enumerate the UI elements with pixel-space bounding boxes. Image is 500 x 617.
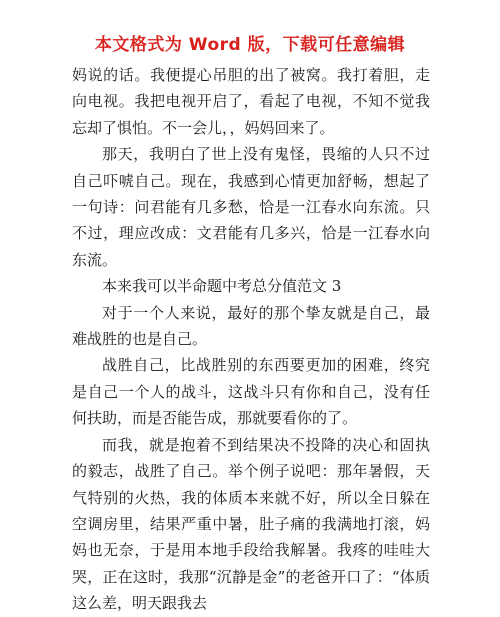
paragraph-1: 妈说的话。我便提心吊胆的出了被窝。我打着胆，走向电视。我把电视开启了，看起了电视，不知不觉我忘却了惧怕。不一会儿，，妈妈回来了。 — [72, 66, 430, 137]
document-banner: 本文格式为 Word 版，下载可任意编辑 — [94, 35, 406, 55]
document-body — [72, 62, 430, 617]
paragraph-2: 那天，我明白了世上没有鬼怪，畏缩的人只不过自己吓唬自己。现在，我感到心情更加舒畅，想起了一句诗：问君能有几多愁，恰是一江春水向东流。只不过，理应改成：文君能有几多兴，恰是一江春水向东流。 — [72, 145, 430, 269]
paragraph-4: 战胜自己，比战胜别的东西要更加的困难，终究是自己一个人的战斗，这战斗只有你和自己，没有任何扶助，而是否能告成，那就要看你的了。 — [72, 356, 430, 428]
section-heading: 本来我可以半命题中考总分值范文 3 — [102, 277, 342, 296]
paragraph-3: 对于一个人来说，最好的那个挚友就是自己，最难战胜的也是自己。 — [72, 303, 430, 349]
paragraph-5: 而我，就是抱着不到结果决不投降的决心和固执的毅志，战胜了自己。举个例子说吧：那年暑假，天气特别的火热，我的体质本来就不好，所以全日躲在空调房里，结果严重中暑，肚子痛的我满地打滚，妈妈也无奈，于是用本地手段给我解暑。我疼的哇哇大哭，正在这时，我那“沉静是金”的老爸开口了：“体质这么差，明天跟我去 — [72, 435, 430, 613]
